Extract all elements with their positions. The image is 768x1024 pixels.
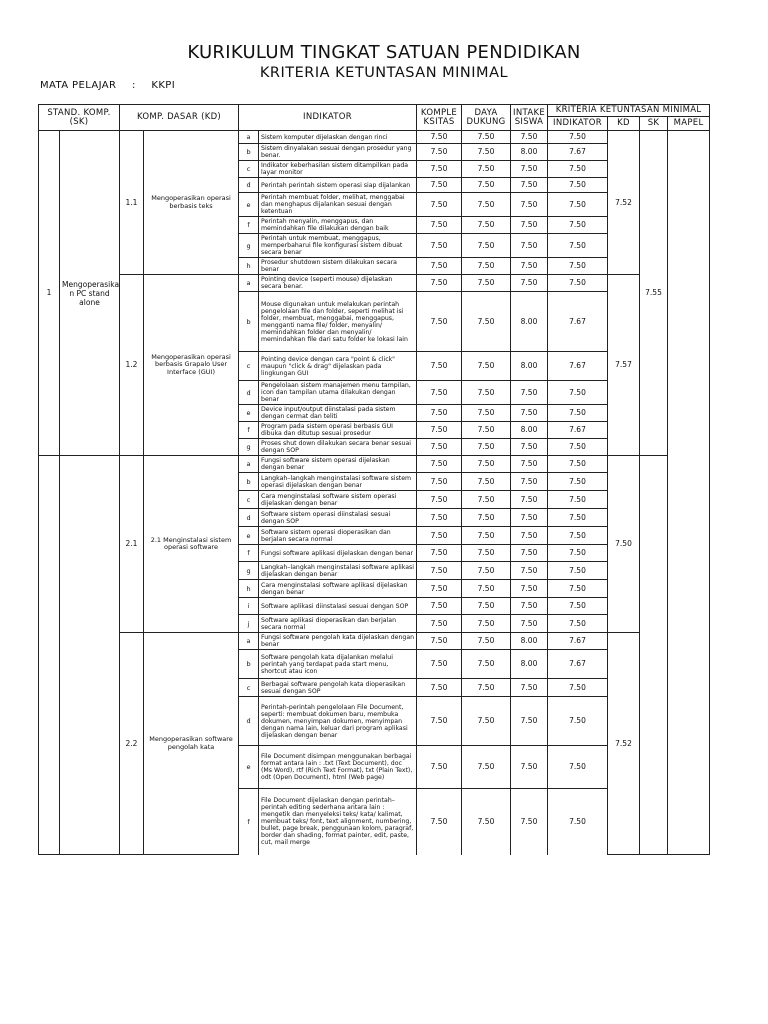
kompleksitas-value: 7.50 [417,746,462,789]
kkm-indikator-value: 7.50 [548,491,608,509]
subject-label: MATA PELAJAR [40,80,117,91]
page-subtitle: KRITERIA KETUNTASAN MINIMAL [259,65,509,81]
indikator-letter: d [239,178,259,193]
indikator-letter: b [239,650,259,679]
table-row [39,633,710,650]
kkm-kd-value: 7.50 [608,456,640,633]
col-kkm-group-header: KRITERIA KETUNTASAN MINIMAL [548,105,710,117]
intake-value: 7.50 [511,473,548,491]
daya-dukung-value: 7.50 [462,545,511,562]
daya-dukung-value: 7.50 [462,746,511,789]
kd-number: 1.2 [120,275,144,456]
kompleksitas-value: 7.50 [417,217,462,234]
kompleksitas-value: 7.50 [417,509,462,527]
indikator-letter: a [239,456,259,473]
daya-dukung-value: 7.50 [462,178,511,193]
kd-number: 2.1 [120,456,144,633]
col-intake-header: INTAKE SISWA [511,105,548,131]
indikator-letter: f [239,422,259,439]
indikator-letter: h [239,580,259,598]
indikator-letter: g [239,562,259,580]
indikator-letter: j [239,615,259,633]
intake-value: 7.50 [511,439,548,456]
indikator-text: Cara menginstalasi software aplikasi dijelaskan dengan benar [259,580,417,598]
kompleksitas-value: 7.50 [417,473,462,491]
col-kkm-sk-header: SK [640,117,668,131]
indikator-text: Software sistem operasi dioperasikan dan berjalan secara normal [259,527,417,545]
daya-dukung-value: 7.50 [462,292,511,352]
kd-number: 1.1 [120,131,144,275]
indikator-letter: a [239,131,259,144]
indikator-letter: c [239,491,259,509]
indikator-letter: c [239,161,259,178]
intake-value: 7.50 [511,509,548,527]
kkm-kd-value: 7.52 [608,633,640,855]
kkm-indikator-value: 7.50 [548,217,608,234]
kompleksitas-value: 7.50 [417,527,462,545]
kkm-kd-value: 7.52 [608,131,640,275]
daya-dukung-value: 7.50 [462,234,511,258]
indikator-text: Perintah-perintah pengelolaan File Document, seperti: membuat dokumen baru, membuka dokumen, menyimpan dokumen, menyimpan dengan nama lain, keluar dari program aplikasi dijelaskan dengan benar [259,697,417,746]
indikator-letter: g [239,439,259,456]
intake-value: 7.50 [511,679,548,697]
daya-dukung-value: 7.50 [462,193,511,217]
daya-dukung-value: 7.50 [462,144,511,161]
indikator-letter: b [239,473,259,491]
kompleksitas-value: 7.50 [417,491,462,509]
kompleksitas-value: 7.50 [417,598,462,615]
indikator-letter: b [239,144,259,161]
indikator-letter: f [239,217,259,234]
intake-value: 7.50 [511,789,548,855]
indikator-text: Software sistem operasi diinstalasi sesuai dengan SOP [259,509,417,527]
indikator-text: Software aplikasi dioperasikan dan berjalan secara normal [259,615,417,633]
intake-value: 7.50 [511,258,548,275]
daya-dukung-value: 7.50 [462,456,511,473]
kkm-indikator-value: 7.50 [548,509,608,527]
indikator-text: Pointing device (seperti mouse) dijelaskan secara benar. [259,275,417,292]
indikator-text: Prosedur shutdown sistem dilakukan secara benar [259,258,417,275]
intake-value: 8.00 [511,422,548,439]
col-kompleksitas-header: KOMPLE KSITAS [417,105,462,131]
intake-value: 7.50 [511,161,548,178]
sk-name: Mengoperasika n PC stand alone [60,131,120,456]
daya-dukung-value: 7.50 [462,422,511,439]
daya-dukung-value: 7.50 [462,679,511,697]
indikator-text: Fungsi software aplikasi dijelaskan dengan benar [259,545,417,562]
kompleksitas-value: 7.50 [417,258,462,275]
col-sk-header: STAND. KOMP. (SK) [39,105,120,131]
kkm-indikator-value: 7.50 [548,405,608,422]
daya-dukung-value: 7.50 [462,562,511,580]
kd-name: 2.1 Menginstalasi sistem operasi software [144,456,239,633]
indikator-text: Langkah–langkah menginstalasi software sistem operasi dijelaskan dengan benar [259,473,417,491]
indikator-text: Fungsi software sistem operasi dijelaskan dengan benar [259,456,417,473]
kkm-indikator-value: 7.50 [548,456,608,473]
indikator-text: Perintah membuat folder, melihat, menggabai dan menghapus dijalankan sesuai dengan ketentuan [259,193,417,217]
daya-dukung-value: 7.50 [462,405,511,422]
col-kkm-mapel-header: MAPEL [668,117,710,131]
kkm-indikator-value: 7.67 [548,144,608,161]
kkm-indikator-value: 7.67 [548,650,608,679]
kompleksitas-value: 7.50 [417,562,462,580]
intake-value: 7.50 [511,405,548,422]
kompleksitas-value: 7.50 [417,234,462,258]
indikator-text: Indikator keberhasilan sistem ditampilkan pada layar monitor [259,161,417,178]
kompleksitas-value: 7.50 [417,405,462,422]
intake-value: 8.00 [511,633,548,650]
indikator-letter: h [239,258,259,275]
kkm-table [38,104,710,855]
indikator-text: File Document dijelaskan dengan perintah–perintah editing sederhana antara lain : mengetik dan menyeleksi teks/ kata/ kalimat, membuat teks/ font, text alignment, numbering, bullet, page break, penggunaan kolom, paragraf, border dan shading, format painter, edit, paste, cut, mail merge [259,789,417,855]
indikator-text: Software pengolah kata dijalankan melalui perintah yang terdapat pada start menu, shortcut atau icon [259,650,417,679]
indikator-letter: a [239,633,259,650]
intake-value: 8.00 [511,144,548,161]
subject-value: KKPI [151,80,176,91]
intake-value: 7.50 [511,545,548,562]
daya-dukung-value: 7.50 [462,275,511,292]
kkm-indikator-value: 7.50 [548,234,608,258]
intake-value: 8.00 [511,292,548,352]
kkm-sk-value: 7.55 [640,131,668,456]
intake-value: 7.50 [511,217,548,234]
kkm-indikator-value: 7.50 [548,161,608,178]
indikator-letter: e [239,193,259,217]
indikator-text: Pointing device dengan cara "point & click" maupun "click & drag" dijelaskan pada lingkungan GUI [259,352,417,381]
indikator-letter: b [239,292,259,352]
kompleksitas-value: 7.50 [417,456,462,473]
kompleksitas-value: 7.50 [417,352,462,381]
kompleksitas-value: 7.50 [417,275,462,292]
intake-value: 7.50 [511,697,548,746]
kompleksitas-value: 7.50 [417,381,462,405]
kkm-indikator-value: 7.50 [548,193,608,217]
indikator-letter: d [239,381,259,405]
kompleksitas-value: 7.50 [417,615,462,633]
kkm-indikator-value: 7.50 [548,258,608,275]
indikator-text: Fungsi software pengolah kata dijelaskan dengan benar [259,633,417,650]
intake-value: 8.00 [511,352,548,381]
indikator-text: Proses shut down dilakukan secara benar sesuai dengan SOP [259,439,417,456]
kkm-indikator-value: 7.50 [548,562,608,580]
intake-value: 7.50 [511,275,548,292]
kkm-indikator-value: 7.67 [548,633,608,650]
daya-dukung-value: 7.50 [462,527,511,545]
indikator-text: Software aplikasi diinstalasi sesuai dengan SOP [259,598,417,615]
intake-value: 7.50 [511,193,548,217]
sk-name-empty [60,456,120,855]
kkm-indikator-value: 7.50 [548,439,608,456]
daya-dukung-value: 7.50 [462,161,511,178]
col-indikator-header: INDIKATOR [239,105,417,131]
intake-value: 8.00 [511,650,548,679]
intake-value: 7.50 [511,131,548,144]
indikator-letter: c [239,679,259,697]
intake-value: 7.50 [511,615,548,633]
kompleksitas-value: 7.50 [417,633,462,650]
indikator-letter: e [239,405,259,422]
daya-dukung-value: 7.50 [462,789,511,855]
col-kkm-indikator-header: INDIKATOR [548,117,608,131]
kompleksitas-value: 7.50 [417,292,462,352]
kd-name: Mengoperasikan operasi berbasis teks [144,131,239,275]
kkm-mapel-empty [668,131,710,855]
subject-line [40,80,175,91]
intake-value: 7.50 [511,491,548,509]
table-row [39,131,710,144]
kkm-indikator-value: 7.50 [548,615,608,633]
col-kkm-kd-header: KD [608,117,640,131]
daya-dukung-value: 7.50 [462,633,511,650]
intake-value: 7.50 [511,746,548,789]
col-daya-dukung-header: DAYA DUKUNG [462,105,511,131]
indikator-letter: c [239,352,259,381]
indikator-letter: f [239,789,259,855]
kompleksitas-value: 7.50 [417,697,462,746]
intake-value: 7.50 [511,527,548,545]
indikator-letter: f [239,545,259,562]
daya-dukung-value: 7.50 [462,217,511,234]
indikator-text: Berbagai software pengolah kata dioperasikan sesuai dengan SOP [259,679,417,697]
kompleksitas-value: 7.50 [417,178,462,193]
kkm-indikator-value: 7.67 [548,352,608,381]
indikator-text: Mouse digunakan untuk melakukan perintah pengelolaan file dan folder, seperti melihat isi folder, membuat, menggabai, menggapus, mengganti nama file/ folder, menyalin/ memindahkan folder dan menyalin/ memindahkan file dari satu folder ke lokasi lain [259,292,417,352]
kkm-indikator-value: 7.50 [548,527,608,545]
kkm-indikator-value: 7.50 [548,679,608,697]
kkm-indikator-value: 7.50 [548,131,608,144]
indikator-text: Perintah perintah sistem operasi siap dijalankan [259,178,417,193]
kkm-indikator-value: 7.50 [548,545,608,562]
intake-value: 7.50 [511,562,548,580]
intake-value: 7.50 [511,598,548,615]
kd-name: Mengoperasikan operasi berbasis Grapalo User Interface (GUI) [144,275,239,456]
kd-name: Mengoperasikan software pengolah kata [144,633,239,855]
daya-dukung-value: 7.50 [462,439,511,456]
daya-dukung-value: 7.50 [462,697,511,746]
indikator-text: Perintah menyalin, menggapus, dan memindahkan file dilakukan dengan baik [259,217,417,234]
kkm-sk-empty [640,456,668,855]
indikator-letter: g [239,234,259,258]
daya-dukung-value: 7.50 [462,509,511,527]
indikator-text: Device input/output diinstalasi pada sistem dengan cermat dan teliti [259,405,417,422]
kompleksitas-value: 7.50 [417,193,462,217]
intake-value: 7.50 [511,580,548,598]
sk-number-empty [39,456,60,855]
daya-dukung-value: 7.50 [462,598,511,615]
kd-number: 2.2 [120,633,144,855]
indikator-letter: d [239,697,259,746]
daya-dukung-value: 7.50 [462,650,511,679]
indikator-text: Sistem komputer dijelaskan dengan rinci [259,131,417,144]
intake-value: 7.50 [511,381,548,405]
daya-dukung-value: 7.50 [462,491,511,509]
kompleksitas-value: 7.50 [417,422,462,439]
intake-value: 7.50 [511,234,548,258]
kompleksitas-value: 7.50 [417,789,462,855]
indikator-text: Perintah untuk membuat, menggapus, memperbaharui file konfigurasi sistem dibuat secara benar [259,234,417,258]
indikator-letter: d [239,509,259,527]
kkm-indikator-value: 7.50 [548,697,608,746]
indikator-text: File Document disimpan menggunakan berbagai format antara lain : .txt (Text Document), doc (Ms Word), rtf (Rich Text Format), txt (Plain Text), odt (Open Document), html (Web page) [259,746,417,789]
kompleksitas-value: 7.50 [417,580,462,598]
kompleksitas-value: 7.50 [417,439,462,456]
indikator-text: Pengelolaan sistem manajemen menu tampilan, icon dan tampilan utama dilakukan dengan benar [259,381,417,405]
kkm-indikator-value: 7.67 [548,292,608,352]
indikator-letter: i [239,598,259,615]
kkm-indikator-value: 7.50 [548,178,608,193]
kkm-indikator-value: 7.50 [548,598,608,615]
indikator-text: Sistem dinyalakan sesuai dengan prosedur yang benar. [259,144,417,161]
table-row [39,275,710,292]
kkm-kd-value: 7.57 [608,275,640,456]
intake-value: 7.50 [511,178,548,193]
kkm-indikator-value: 7.50 [548,275,608,292]
kompleksitas-value: 7.50 [417,545,462,562]
kkm-indikator-value: 7.67 [548,422,608,439]
kkm-indikator-value: 7.50 [548,789,608,855]
daya-dukung-value: 7.50 [462,580,511,598]
kompleksitas-value: 7.50 [417,131,462,144]
kompleksitas-value: 7.50 [417,650,462,679]
daya-dukung-value: 7.50 [462,258,511,275]
kompleksitas-value: 7.50 [417,144,462,161]
indikator-text: Cara menginstalasi software sistem operasi dijelaskan dengan benar [259,491,417,509]
daya-dukung-value: 7.50 [462,352,511,381]
kkm-indikator-value: 7.50 [548,746,608,789]
intake-value: 7.50 [511,456,548,473]
kompleksitas-value: 7.50 [417,161,462,178]
daya-dukung-value: 7.50 [462,473,511,491]
indikator-text: Program pada sistem operasi berbasis GUI dibuka dan ditutup sesuai prosedur [259,422,417,439]
page-title: KURIKULUM TINGKAT SATUAN PENDIDIKAN [187,42,581,63]
daya-dukung-value: 7.50 [462,381,511,405]
indikator-letter: a [239,275,259,292]
col-kd-header: KOMP. DASAR (KD) [120,105,239,131]
kkm-indikator-value: 7.50 [548,473,608,491]
subject-separator: : [132,80,136,91]
kkm-indikator-value: 7.50 [548,381,608,405]
indikator-letter: e [239,746,259,789]
indikator-letter: e [239,527,259,545]
daya-dukung-value: 7.50 [462,131,511,144]
kompleksitas-value: 7.50 [417,679,462,697]
sk-number: 1 [39,131,60,456]
table-row [39,456,710,473]
daya-dukung-value: 7.50 [462,615,511,633]
indikator-text: Langkah–langkah menginstalasi software aplikasi dijelaskan dengan benar [259,562,417,580]
kkm-indikator-value: 7.50 [548,580,608,598]
